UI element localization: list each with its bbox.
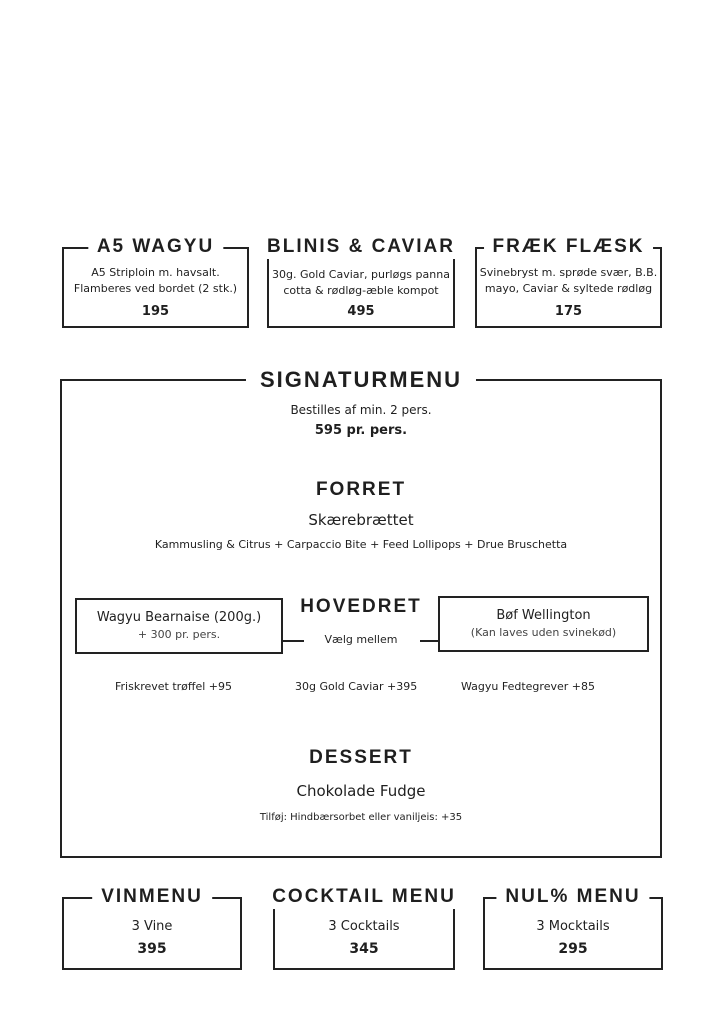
addon-item: Wagyu Fedtegrever +85 xyxy=(461,680,595,693)
choose-label: Vælg mellem xyxy=(324,633,398,646)
connector-line-right xyxy=(420,640,440,642)
option-note: + 300 pr. pers. xyxy=(137,628,221,641)
card-desc-line1: 30g. Gold Caviar, purløgs panna xyxy=(272,268,450,281)
menu-card-fraek-flaesk xyxy=(475,236,662,328)
card-title: NUL% MENU xyxy=(496,885,649,909)
card-desc: 3 Mocktails xyxy=(536,919,610,934)
card-title: BLINIS & CAVIAR xyxy=(258,235,464,259)
card-price: 195 xyxy=(141,304,170,319)
card-desc-line1: Svinebryst m. sprøde svær, B.B. xyxy=(479,266,658,279)
starter-desc: Kammusling & Citrus + Carpaccio Bite + Feed Lollipops + Drue Bruschetta xyxy=(154,538,568,551)
menu-card-blinis-caviar xyxy=(267,236,455,328)
card-desc-line2: cotta & rødløg-æble kompot xyxy=(283,284,439,297)
addon-item: Friskrevet trøffel +95 xyxy=(115,680,233,693)
card-price: 495 xyxy=(347,304,375,319)
card-price: 345 xyxy=(349,941,379,957)
option-note: (Kan laves uden svinekød) xyxy=(470,626,617,639)
card-desc-line1: A5 Striploin m. havsalt. xyxy=(91,266,220,279)
card-desc-line2: mayo, Caviar & syltede rødløg xyxy=(484,282,653,295)
order-note: Bestilles af min. 2 pers. xyxy=(290,403,432,417)
option-name: Wagyu Bearnaise (200g.) xyxy=(96,610,262,625)
signature-menu-box xyxy=(60,367,662,858)
starter-dish: Skærebrættet xyxy=(308,511,414,529)
signature-title: SIGNATURMENU xyxy=(246,366,476,394)
menu-card-nul-menu xyxy=(483,886,663,970)
card-title: VINMENU xyxy=(92,885,212,909)
card-desc: 3 Cocktails xyxy=(328,919,400,934)
card-title: FRÆK FLÆSK xyxy=(484,235,654,259)
menu-card-a5-wagyu xyxy=(62,236,249,328)
dessert-addon: Tilføj: Hindbærsorbet eller vaniljeis: +35 xyxy=(259,812,463,823)
card-desc: 3 Vine xyxy=(131,919,173,934)
menu-card-cocktail xyxy=(272,886,456,970)
main-option-wellington xyxy=(438,596,649,652)
dessert-heading: DESSERT xyxy=(309,747,413,768)
starter-heading: FORRET xyxy=(315,479,407,500)
dessert-dish: Chokolade Fudge xyxy=(296,782,426,800)
card-desc-line2: Flamberes ved bordet (2 stk.) xyxy=(73,282,238,295)
addon-item: 30g Gold Caviar +395 xyxy=(295,680,418,693)
menu-card-vinmenu xyxy=(62,886,242,970)
card-price: 295 xyxy=(558,941,588,957)
card-price: 395 xyxy=(137,941,167,957)
main-heading: HOVEDRET xyxy=(300,596,422,617)
card-title: A5 WAGYU xyxy=(88,235,223,259)
card-title: COCKTAIL MENU xyxy=(263,885,465,909)
card-price: 175 xyxy=(554,304,583,319)
signature-price: 595 pr. pers. xyxy=(314,423,408,438)
option-name: Bøf Wellington xyxy=(496,608,591,623)
